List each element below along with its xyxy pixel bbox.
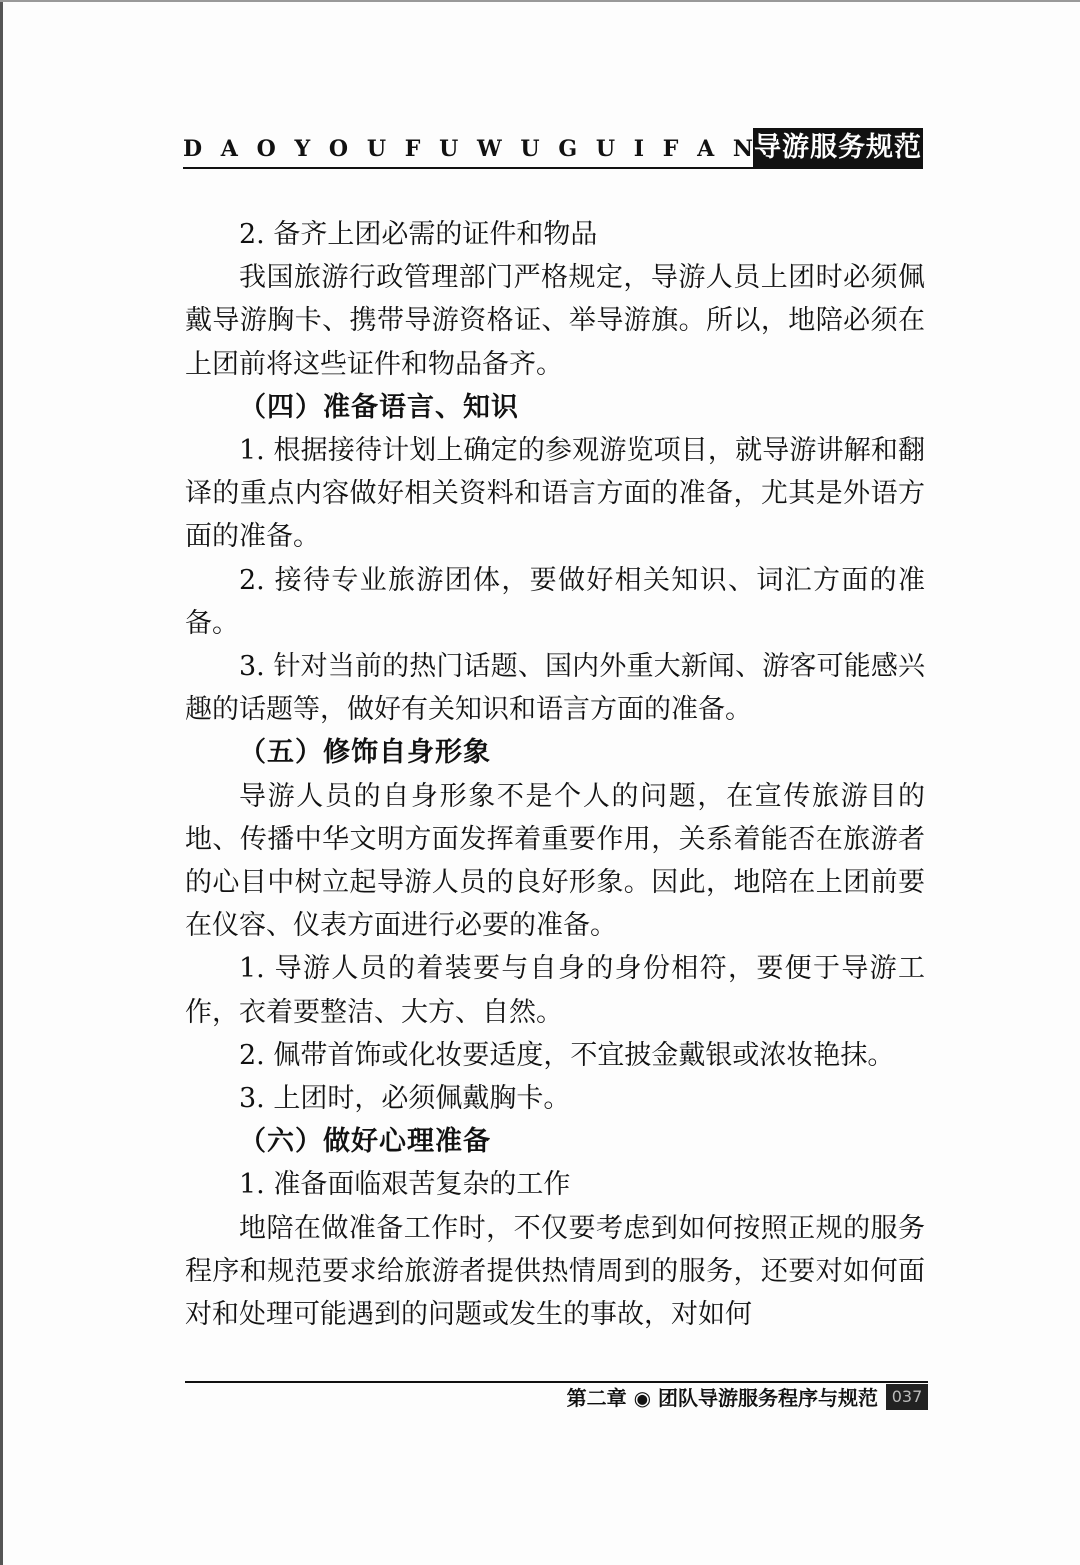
header-letter: W	[476, 136, 502, 162]
header-letter: O	[256, 136, 276, 162]
paragraph: 1. 导游人员的着装要与自身的身份相符，要便于导游工作，衣着要整洁、大方、自然。	[185, 953, 925, 1028]
running-header	[183, 128, 923, 172]
page-edge-left	[0, 0, 3, 1565]
footer-chapter-title: 第二章 ◉ 团队导游服务程序与规范	[566, 1386, 878, 1410]
paragraph: 导游人员的自身形象不是个人的问题，在宣传旅游目的地、传播中华文明方面发挥着重要作用，关系着能否在旅游者的心目中树立起导游人员的良好形象。因此，地陪在上团前要在仪容、仪表方面进行必要的准备。	[185, 780, 925, 942]
header-rule	[183, 167, 923, 169]
header-letter: O	[328, 136, 349, 162]
header-letter: D	[183, 136, 203, 162]
header-letter: Y	[294, 136, 311, 162]
paragraph: 3. 上团时，必须佩戴胸卡。	[239, 1083, 571, 1115]
paragraph: 我国旅游行政管理部门严格规定，导游人员上团时必须佩戴导游胸卡、携带导游资格证、举导游旗。所以，地陪必须在上团前将这些证件和物品备齐。	[185, 262, 925, 380]
header-letter: A	[220, 136, 238, 162]
page-edge-top	[0, 0, 1080, 2]
page-number: 037	[886, 1384, 928, 1410]
paragraph: 1. 准备面临艰苦复杂的工作	[239, 1169, 571, 1201]
paragraph: 1. 根据接待计划上确定的参观游览项目，就导游讲解和翻译的重点内容做好相关资料和语言方面的准备，尤其是外语方面的准备。	[185, 435, 925, 553]
paragraph: 2. 备齐上团必需的证件和物品	[239, 219, 598, 250]
section-heading: （六）做好心理准备	[239, 1126, 491, 1158]
header-letter: F	[404, 136, 421, 162]
paragraph: 地陪在做准备工作时，不仅要考虑到如何按照正规的服务程序和规范要求给旅游者提供热情周到的服务，还要对如何面对和处理可能遇到的问题或发生的事故，对如何	[185, 1212, 925, 1331]
header-letter: U	[439, 136, 459, 162]
header-pinyin-letters	[183, 136, 753, 162]
header-letter: U	[520, 136, 540, 162]
section-heading: （四）准备语言、知识	[239, 391, 519, 423]
header-letter: U	[595, 136, 616, 162]
paragraph: 3. 针对当前的热门话题、国内外重大新闻、游客可能感兴趣的话题等，做好有关知识和语言方面的准备。	[185, 651, 925, 726]
header-letter: G	[558, 136, 578, 162]
section-heading: （五）修饰自身形象	[239, 737, 491, 769]
header-letter: U	[366, 136, 386, 162]
header-letter: N	[732, 136, 753, 162]
running-footer	[185, 1378, 928, 1418]
header-letter: F	[662, 136, 679, 162]
body-text	[185, 213, 925, 1336]
paragraph: 2. 佩带首饰或化妆要适度，不宜披金戴银或浓妆艳抹。	[239, 1039, 895, 1071]
header-letter: A	[697, 136, 715, 162]
header-title: 导游服务规范	[753, 128, 923, 168]
paragraph: 2. 接待专业旅游团体，要做好相关知识、词汇方面的准备。	[185, 564, 925, 639]
header-letter: I	[633, 136, 645, 162]
footer-rule	[185, 1381, 928, 1383]
